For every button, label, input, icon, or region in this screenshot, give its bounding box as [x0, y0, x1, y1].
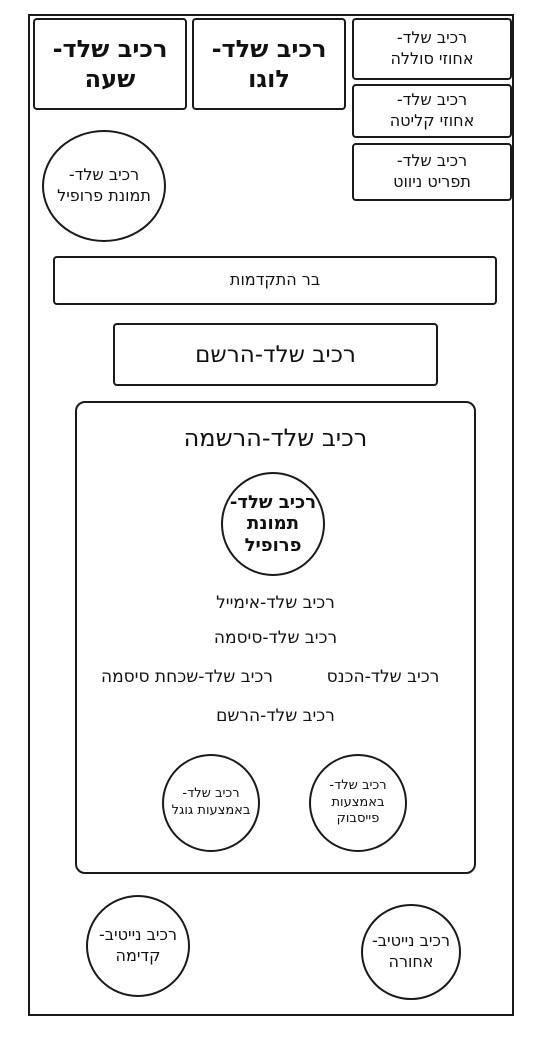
register-header-label: רכיב שלד-הרשם	[195, 341, 356, 368]
nav-menu-label: רכיב שלד- תפריט ניווט	[393, 151, 471, 191]
time-label: רכיב שלד- שעה	[52, 35, 168, 93]
profile-picture-label: רכיב שלד- תמונת פרופיל	[57, 165, 151, 205]
logo-label: רכיב שלד- לוגו	[211, 35, 327, 93]
facebook-login-button[interactable]	[309, 754, 407, 852]
reception-percent-label: רכיב שלד- אחוזי קליטה	[389, 90, 475, 130]
battery-percent-label: רכיב שלד- אחוזי סוללה	[390, 28, 474, 68]
time-component	[33, 18, 187, 110]
google-login-label: רכיב שלד- באמצעות גוגל	[171, 786, 251, 818]
google-login-button[interactable]	[162, 754, 260, 852]
card-profile-picture[interactable]	[221, 472, 325, 576]
profile-picture-component[interactable]	[42, 130, 166, 242]
email-field[interactable]: רכיב שלד-אימייל	[216, 593, 335, 613]
back-nav-button[interactable]	[361, 904, 461, 1000]
password-field[interactable]: רכיב שלד-סיסמה	[213, 628, 338, 648]
facebook-login-label: רכיב שלד- באמצעות פייסבוק	[329, 777, 387, 827]
nav-menu-component[interactable]	[352, 143, 512, 201]
signup-title: רכיב שלד-הרשמה	[183, 424, 368, 452]
forward-nav-button[interactable]	[86, 895, 190, 997]
progress-bar	[53, 256, 497, 305]
card-profile-picture-label: רכיב שלד- תמונת פרופיל	[229, 491, 317, 556]
forward-nav-label: רכיב נייטיב- קדימה	[99, 925, 177, 965]
forgot-password-link[interactable]: רכיב שלד-שכחת סיסמה	[101, 667, 273, 687]
register-button[interactable]: רכיב שלד-הרשם	[216, 706, 335, 726]
battery-percent-component	[352, 18, 512, 80]
register-header	[113, 323, 438, 386]
logo-component	[192, 18, 346, 110]
reception-percent-component	[352, 84, 512, 138]
back-nav-label: רכיב נייטיב- אחורה	[372, 931, 450, 971]
progress-bar-label: בר התקדמות	[229, 270, 321, 290]
login-button[interactable]: רכיב שלד-הכנס	[326, 667, 440, 687]
